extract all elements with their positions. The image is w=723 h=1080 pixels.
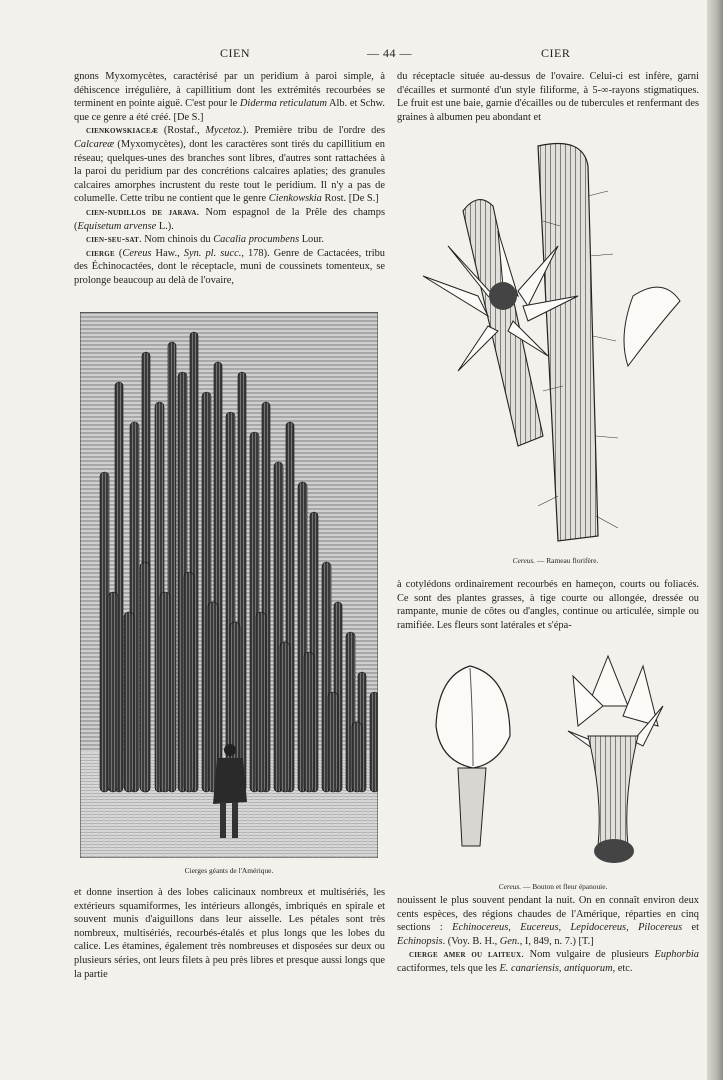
- text-run: , etc.: [612, 962, 633, 974]
- left-column-bottom-text: [74, 886, 385, 981]
- italic-text: Echinopsis: [397, 935, 443, 947]
- italic-text: Gen.: [499, 935, 520, 947]
- figure-bud-and-flower: [428, 646, 678, 878]
- cactus-stem-engraving: [328, 692, 338, 792]
- paragraph: [74, 70, 385, 124]
- italic-text: Euphorbia: [654, 949, 699, 961]
- cactus-stem-engraving: [160, 592, 170, 792]
- text-run: . Nom vulgaire de plusieurs: [521, 949, 655, 961]
- text-run: cactiformes, tels que les: [397, 962, 500, 974]
- right-column-middle-text: [397, 578, 699, 632]
- text-run: et: [682, 922, 699, 934]
- paragraph: [74, 886, 385, 981]
- cactus-stem-engraving: [256, 612, 266, 792]
- caption-fig1: Cierges géants de l'Amérique.: [184, 866, 274, 875]
- entry-headword: cien-seu-sat: [86, 234, 140, 246]
- text-run: nouissent le plus souvent pendant la nuit. On en connaît environ deux cents espèces, des régions chaudes de l'Amérique, réparties en cinq sections :: [397, 895, 699, 934]
- engraving-cereus-branch: [418, 136, 693, 548]
- italic-text: Cereus: [122, 247, 152, 259]
- cactus-stem-engraving: [124, 612, 134, 792]
- italic-text: Equisetum arvense: [77, 220, 157, 232]
- italic-text: Mycetoz.: [205, 125, 243, 137]
- text-run: L.).: [156, 220, 174, 232]
- entry-headword: cierge: [86, 247, 115, 259]
- text-run: Rost. [De S.]: [321, 193, 379, 205]
- italic-text: Diderma reticulatum: [239, 98, 327, 110]
- text-run: , 178). Genre de Cactacées, tribu des Échinocactées, dont le réceptacle, muni de coussinets tomenteux, se prolonge beaucoup au delà de l'ovaire,: [74, 247, 385, 286]
- cactus-stem-engraving: [280, 642, 290, 792]
- caption-fig2: [418, 556, 693, 565]
- paragraph: [397, 70, 699, 124]
- italic-text: E. canariensis, antiquorum: [499, 962, 613, 974]
- text-run: . (Voy. B. H.,: [442, 935, 500, 947]
- text-run: (: [114, 247, 123, 259]
- italic-text: Cacalia procumbens: [213, 234, 300, 246]
- header-right-word: CIER: [541, 46, 571, 60]
- text-run: Haw.,: [151, 247, 184, 259]
- caption-fig3-genus: Cereus.: [498, 882, 522, 891]
- engraving-cacti-landscape: [80, 312, 378, 858]
- caption-fig2-text: — Rameau florifère.: [535, 556, 599, 565]
- figure-giant-cacti: [80, 312, 378, 858]
- paragraph: [397, 578, 699, 632]
- italic-text: Echinocereus, Eucereus, Lepidocereus, Pilocereus: [452, 922, 683, 934]
- cactus-stem-engraving: [100, 472, 109, 792]
- italic-text: Cienkowskia: [268, 193, 322, 205]
- cactus-stem-engraving: [352, 722, 362, 792]
- cactus-stem-engraving: [370, 692, 378, 792]
- paragraph: [397, 948, 699, 975]
- entry-headword: cierge amer ou laiteux: [409, 949, 522, 961]
- left-column-top-text: [74, 70, 385, 288]
- paragraph: [74, 124, 385, 206]
- caption-fig2-genus: Cereus.: [512, 556, 536, 565]
- italic-text: Syn. pl. succ.: [183, 247, 242, 259]
- text-run: Lour.: [299, 234, 324, 246]
- text-run: à cotylédons ordinairement recourbés en hameçon, courts ou foliacés. Ce sont des plantes grasses, à tige courte ou allongée, dressée ou rampante, munie de côtes ou d'angles, continue ou articulée, simple ou ramifiée. Les fleurs sont latérales et s'épa-: [397, 579, 699, 631]
- cactus-stem-engraving: [184, 572, 194, 792]
- header-left-word: CIEN: [220, 46, 250, 60]
- cactus-stem-engraving: [140, 562, 150, 792]
- cactus-stem-engraving: [304, 652, 314, 792]
- paragraph: [397, 894, 699, 948]
- italic-text: Calcareæ: [74, 138, 115, 150]
- cactus-stem-engraving: [108, 592, 118, 792]
- engraving-cereus-bud-flower: [428, 646, 678, 878]
- text-run: (Myxomycètes), dont les caractères sont tirés du capillitium en réseau; quelques-unes des branches sont libres, d'autres sont rattachées à la paroi du peridium par des concrétions calcaires aplaties; des granules calcaires amorphes incrustent du reste tout le peridium. Il n'y a pas de columelle. Cette tribu ne contient que le genre: [74, 138, 385, 205]
- right-column-bottom-text: [397, 894, 699, 976]
- text-run: (Rostaf.,: [158, 125, 206, 137]
- paragraph: [74, 206, 385, 233]
- caption-fig3: [428, 882, 678, 891]
- page-number: — 44 —: [367, 46, 412, 60]
- figure-flowering-branch: [418, 136, 693, 548]
- cactus-stem-engraving: [208, 602, 218, 792]
- text-run: . Nom chinois du: [139, 234, 214, 246]
- right-column-top-text: [397, 70, 699, 124]
- text-run: , I, 849, n. 7.) [T.]: [519, 935, 594, 947]
- paragraph: [74, 233, 385, 247]
- text-run: Alb. et Schw. que ce genre a été créé. [De S.]: [74, 98, 385, 123]
- entry-headword: cienkowskiaceæ: [86, 125, 159, 137]
- text-run: . Nom espagnol de la Prêle des champs (: [74, 206, 385, 232]
- entry-headword: cien-nudillos de jarava: [86, 206, 197, 218]
- text-run: ). Première tribu de l'ordre des: [242, 125, 386, 137]
- paragraph: [74, 247, 385, 288]
- text-run: gnons Myxomycètes, caractérisé par un peridium à paroi simple, à déhiscence irrégulière, à capillitium dont les extrémités recourbées se terminent en pointe aiguë. C'est pour le: [74, 71, 385, 110]
- book-spine-shadow: [707, 0, 723, 1080]
- text-run: du réceptacle située au-dessus de l'ovaire. Celui-ci est infère, garni d'écailles et surmonté d'un style filiforme, à 5-∞-rayons stigmatiques. Le fruit est une baie, garnie d'écailles ou de tubercules et renfermant des graines à albumen peu abondant et: [397, 71, 699, 123]
- caption-fig3-text: — Bouton et fleur épanouie.: [521, 882, 608, 891]
- text-run: et donne insertion à des lobes calicinaux nombreux et multisériés, les extérieurs squamiformes, les intérieurs allongés, imbriqués en spirale et souvent munis d'aiguillons dans leur aisselle. Les pétales sont très nombreux, multisériés, recourbés-étalés et plus longs que les lobes du calice. Les étamines, également très nombreuses et disposées sur deux ou plusieurs séries, ont leurs filets à peu près libres et presque aussi longs que la partie: [74, 887, 385, 980]
